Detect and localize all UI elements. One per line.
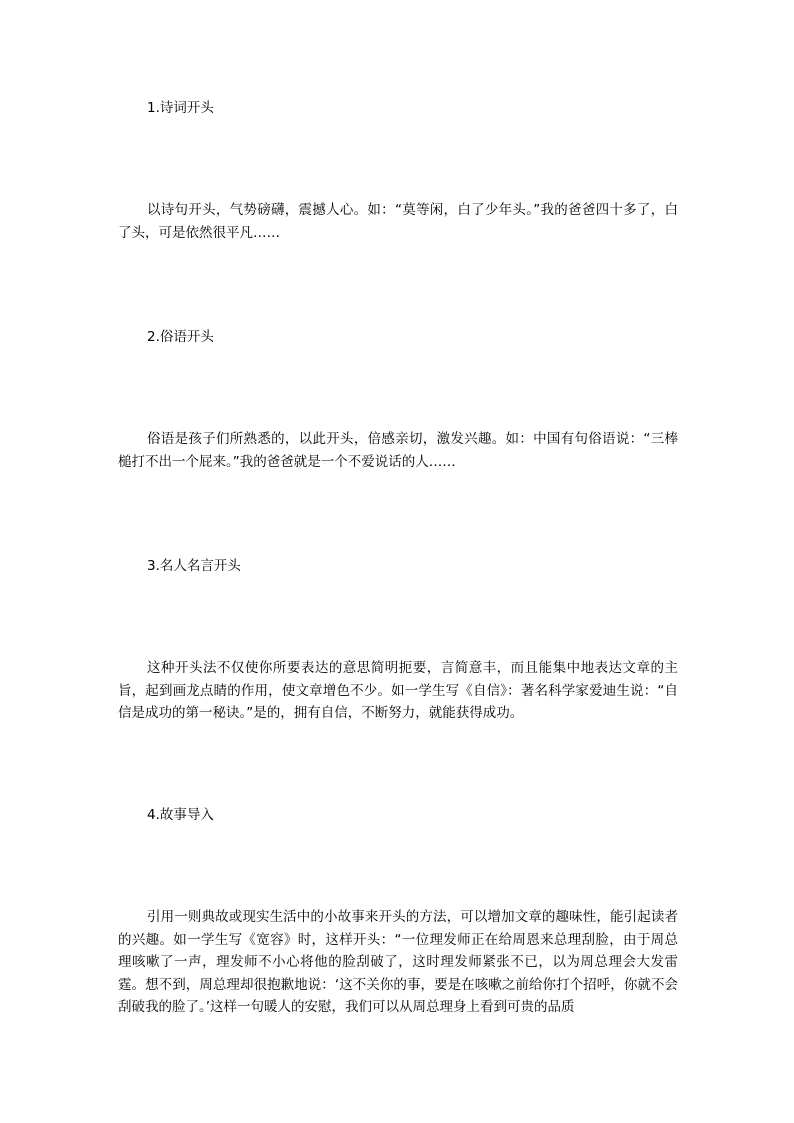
- section-heading-quote: 3.名人名言开头: [147, 558, 241, 574]
- section-paragraph-proverb: 俗语是孩子们所熟悉的，以此开头，倍感亲切，激发兴趣。如：中国有句俗语说：“三棒槌打不出一个屁来。”我的爸爸就是一个不爱说话的人……: [118, 431, 678, 470]
- section-paragraph-poetry: 以诗句开头，气势磅礴，震撼人心。如：“莫等闲，白了少年头。”我的爸爸四十多了，白了头，可是依然很平凡……: [118, 202, 678, 241]
- section-paragraph-quote: 这种开头法不仅使你所要表达的意思简明扼要，言简意丰，而且能集中地表达文章的主旨，起到画龙点睛的作用，使文章增色不少。如一学生写《自信》：著名科学家爱迪生说：“自信是成功的第一秘诀。”是的，拥有自信，不断努力，就能获得成功。: [118, 660, 678, 721]
- section-paragraph-story: 引用一则典故或现实生活中的小故事来开头的方法，可以增加文章的趣味性，能引起读者的兴趣。如一学生写《宽容》时，这样开头：“一位理发师正在给周恩来总理刮脸，由于周总理咳嗽了一声，理发师不小心将他的脸刮破了，这时理发师紧张不已，以为周总理会大发雷霆。想不到，周总理却很抱歉地说：‘这不关你的事，要是在咳嗽之前给你打个招呼，你就不会刮破我的脸了。’这样一句暖人的安慰，我们可以从周总理身上看到可贵的品质: [118, 909, 678, 1015]
- section-heading-story: 4.故事导入: [147, 807, 214, 823]
- section-heading-poetry: 1.诗词开头: [147, 100, 214, 116]
- section-heading-proverb: 2.俗语开头: [147, 329, 214, 345]
